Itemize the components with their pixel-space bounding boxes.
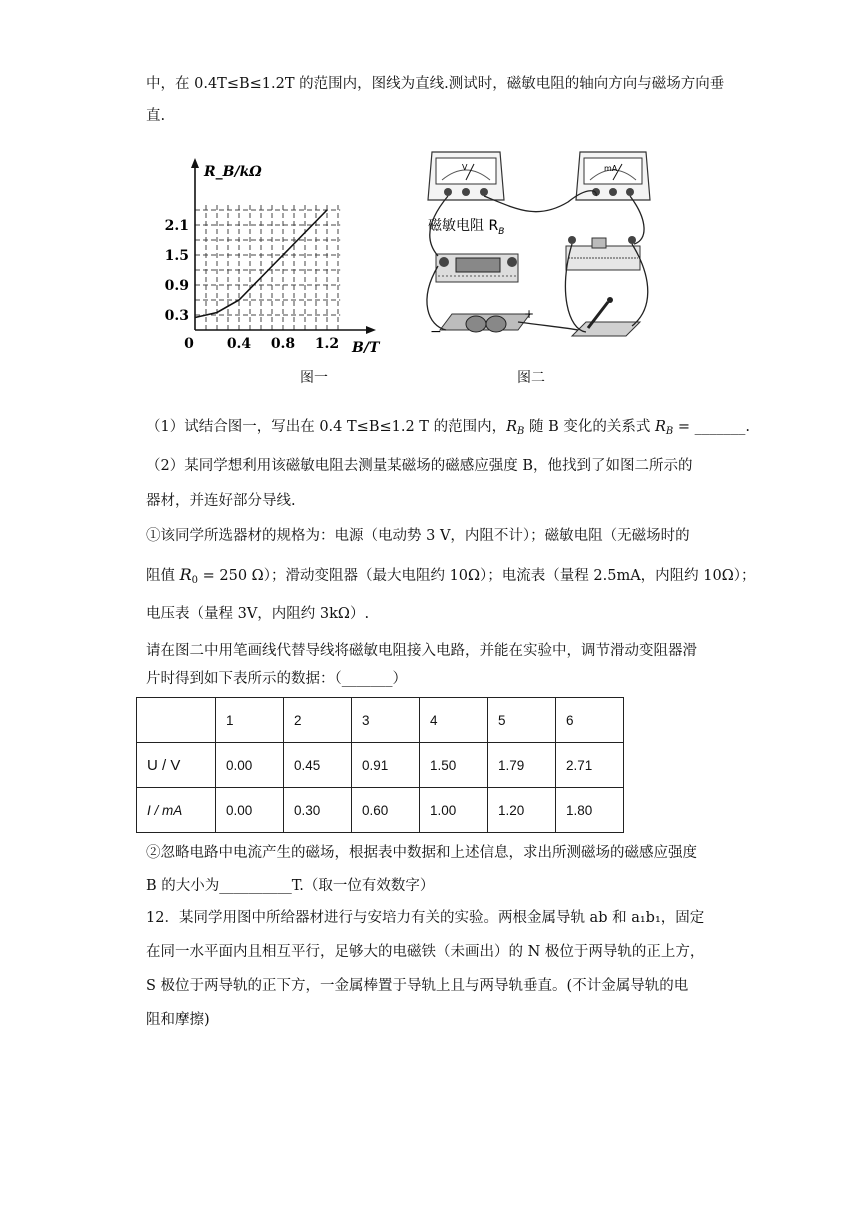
table-cell: 0.00	[216, 788, 284, 833]
rheostat-icon	[566, 236, 640, 270]
table-cell: 5	[488, 698, 556, 743]
table-cell: 0.00	[216, 743, 284, 788]
svg-text:mA: mA	[604, 164, 618, 173]
y-axis-arrow	[191, 158, 199, 168]
table-cell: 1	[216, 698, 284, 743]
q1-text: （1）试结合图一，写出在 0.4 T≤B≤1.2 T 的范围内，$R_B$ 随 B 变化的关系式 $R_B$ = _______.	[146, 419, 750, 437]
svg-text:+: +	[524, 307, 535, 321]
q2-line-3: ①该同学所选器材的规格为：电源（电动势 3 V，内阻不计）；磁敏电阻（无磁场时的	[146, 528, 690, 544]
svg-text:−: −	[430, 324, 442, 340]
q12-line-2: 在同一水平面内且相互平行，足够大的电磁铁（未画出）的 N 极位于两导轨的正上方，	[146, 944, 705, 960]
q12-line-3: S 极位于两导轨的正下方，一金属棒置于导轨上且与两导轨垂直。(不计金属导轨的电	[146, 978, 689, 994]
table-cell: 1.50	[420, 743, 488, 788]
table-cell: 1.79	[488, 743, 556, 788]
figure2-caption: 图二	[517, 370, 545, 386]
table-row	[137, 743, 624, 788]
table-cell: 1.80	[556, 788, 624, 833]
table-cell: 1.00	[420, 788, 488, 833]
y-tick-label: 2.1	[164, 218, 189, 234]
table-cell	[137, 698, 216, 743]
magnetoresistor-icon	[436, 254, 518, 282]
table-cell: 1.20	[488, 788, 556, 833]
resistor-label: 磁敏电阻 $R_B$	[428, 218, 505, 237]
q2-line-7: 片时得到如下表所示的数据：（_______）	[146, 671, 407, 687]
ammeter-icon	[576, 152, 650, 200]
table-cell: 0.91	[352, 743, 420, 788]
row-label-u: U / V	[137, 743, 216, 788]
q2-line-6: 请在图二中用笔画线代替导线将磁敏电阻接入电路，并能在实验中，调节滑动变阻器滑	[146, 643, 697, 659]
x-axis-label: B/T	[352, 340, 380, 356]
table-cell: 4	[420, 698, 488, 743]
table-cell: 2	[284, 698, 352, 743]
q2-line-2: 器材，并连好部分导线.	[146, 493, 296, 509]
table-cell: 0.45	[284, 743, 352, 788]
q2-line-4: 阻值 $R_0 = 250$ Ω）；滑动变阻器（最大电阻约 10Ω）；电流表（量程 2.5mA，内阻约 10Ω）；	[146, 565, 756, 586]
table-header-row	[137, 698, 624, 743]
table-cell: 2.71	[556, 743, 624, 788]
x-tick-label: 0.8	[270, 336, 296, 352]
y-tick-label: 0.3	[164, 308, 189, 324]
origin-label: 0	[184, 336, 194, 352]
q2b-line-2: B 的大小为__________T.（取一位有效数字）	[146, 878, 435, 894]
intro-line-2: 直.	[146, 108, 166, 124]
voltmeter-icon	[428, 152, 504, 200]
q2-line-1: （2）某同学想利用该磁敏电阻去测量某磁场的磁感应强度 B，他找到了如图二所示的	[146, 458, 693, 474]
svg-text:V: V	[462, 163, 468, 172]
y-tick-label: 0.9	[164, 278, 189, 294]
table-cell: 0.30	[284, 788, 352, 833]
data-table	[136, 697, 624, 833]
switch-icon	[572, 297, 640, 336]
table-cell: 3	[352, 698, 420, 743]
q2-line-5: 电压表（量程 3V，内阻约 3kΩ）.	[146, 606, 370, 622]
y-axis-label: R_B/kΩ	[204, 164, 262, 180]
q12-line-4: 阻和摩擦)	[146, 1012, 210, 1028]
x-axis-arrow	[366, 326, 376, 334]
q12-line-1: 12．某同学用图中所给器材进行与安培力有关的实验。两根金属导轨 ab 和 a₁b₁，固定	[146, 910, 705, 926]
y-tick-label: 1.5	[164, 248, 189, 264]
figure2-circuit	[418, 150, 658, 360]
table-cell: 0.60	[352, 788, 420, 833]
x-tick-label: 0.4	[226, 336, 252, 352]
table-row	[137, 788, 624, 833]
battery-icon	[430, 307, 534, 340]
row-label-i: I / mA	[137, 788, 216, 833]
intro-line-1: 中，在 0.4T≤B≤1.2T 的范围内，图线为直线.测试时，磁敏电阻的轴向方向与磁场方向垂	[146, 76, 725, 92]
q2b-line-1: ②忽略电路中电流产生的磁场，根据表中数据和上述信息，求出所测磁场的磁感应强度	[146, 845, 697, 861]
figure1-graph	[160, 150, 390, 365]
x-tick-label: 1.2	[314, 336, 340, 352]
graph-grid	[195, 203, 340, 331]
table-cell: 6	[556, 698, 624, 743]
figure1-caption: 图一	[300, 370, 328, 386]
